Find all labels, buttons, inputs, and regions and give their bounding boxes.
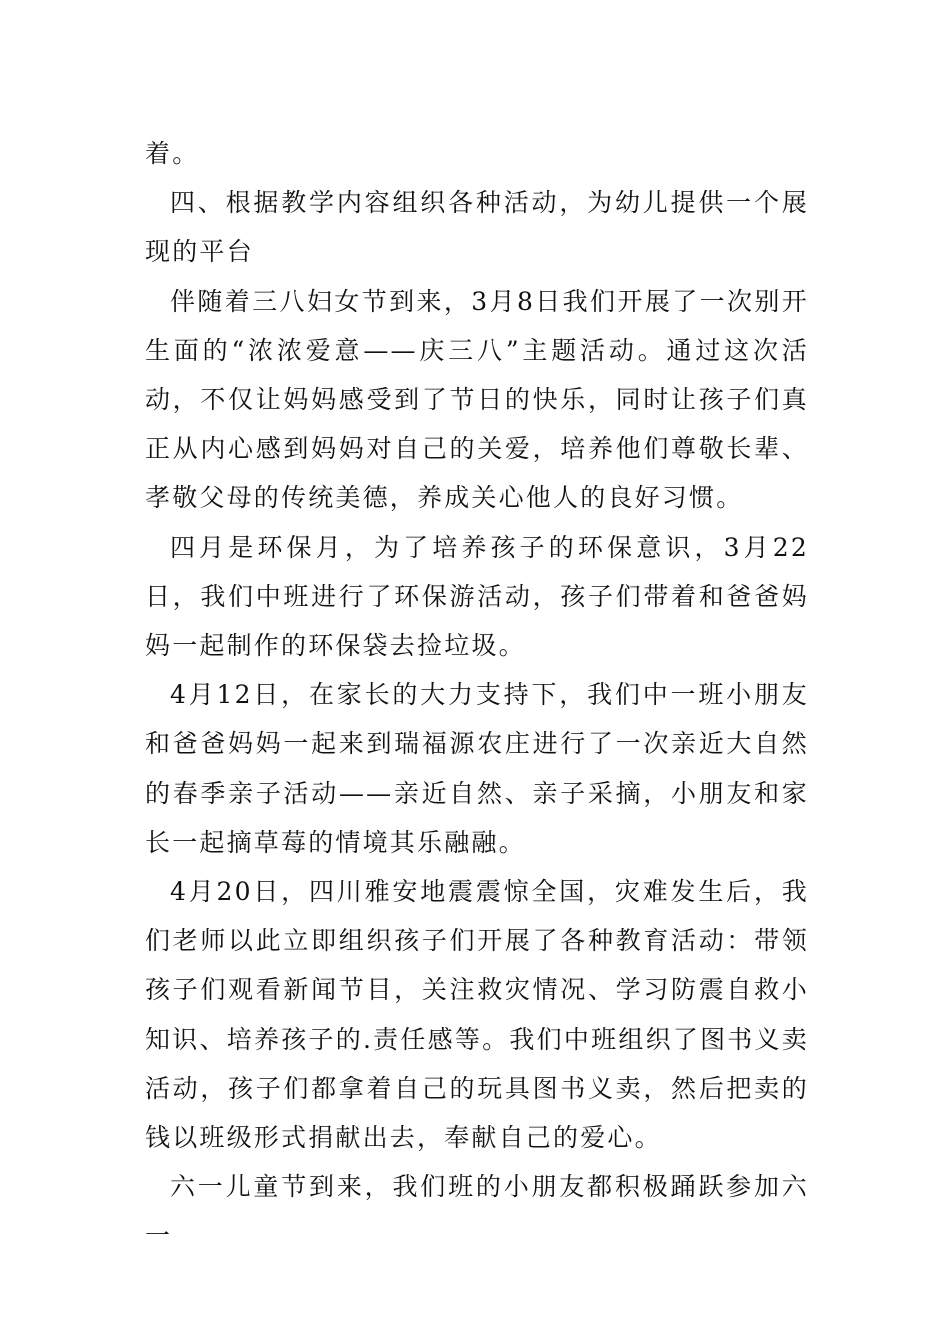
paragraph-womens-day: 伴随着三八妇女节到来，3月8日我们开展了一次别开生面的“浓浓爱意——庆三八”主题活动。通过这次活动，不仅让妈妈感受到了节日的快乐，同时让孩子们真正从内心感到妈妈对自己的关爱，培养他们尊敬长辈、孝敬父母的传统美德，养成关心他人的良好习惯。 — [145, 286, 809, 513]
document-body — [145, 129, 809, 1261]
paragraph-childrens-day: 六一儿童节到来，我们班的小朋友都积极踊跃参加六一 — [145, 1172, 809, 1251]
paragraph-farm-trip: 4月12日，在家长的大力支持下，我们中一班小朋友和爸爸妈妈一起来到瑞福源农庄进行了一次亲近大自然的春季亲子活动——亲近自然、亲子采摘，小朋友和家长一起摘草莓的情境其乐融融。 — [145, 680, 809, 857]
paragraph-environment-month: 四月是环保月，为了培养孩子的环保意识，3月22日，我们中班进行了环保游活动，孩子们带着和爸爸妈妈一起制作的环保袋去捡垃圾。 — [145, 532, 809, 661]
section-heading-four: 四、根据教学内容组织各种活动，为幼儿提供一个展现的平台 — [145, 188, 809, 267]
paragraph-continuation: 着。 — [145, 139, 200, 168]
paragraph-earthquake-charity: 4月20日，四川雅安地震震惊全国，灾难发生后，我们老师以此立即组织孩子们开展了各种教育活动：带领孩子们观看新闻节目，关注救灾情况、学习防震自救小知识、培养孩子的.责任感等。我们中班组织了图书义卖活动，孩子们都拿着自己的玩具图书义卖，然后把卖的钱以班级形式捐献出去，奉献自己的爱心。 — [145, 877, 809, 1153]
